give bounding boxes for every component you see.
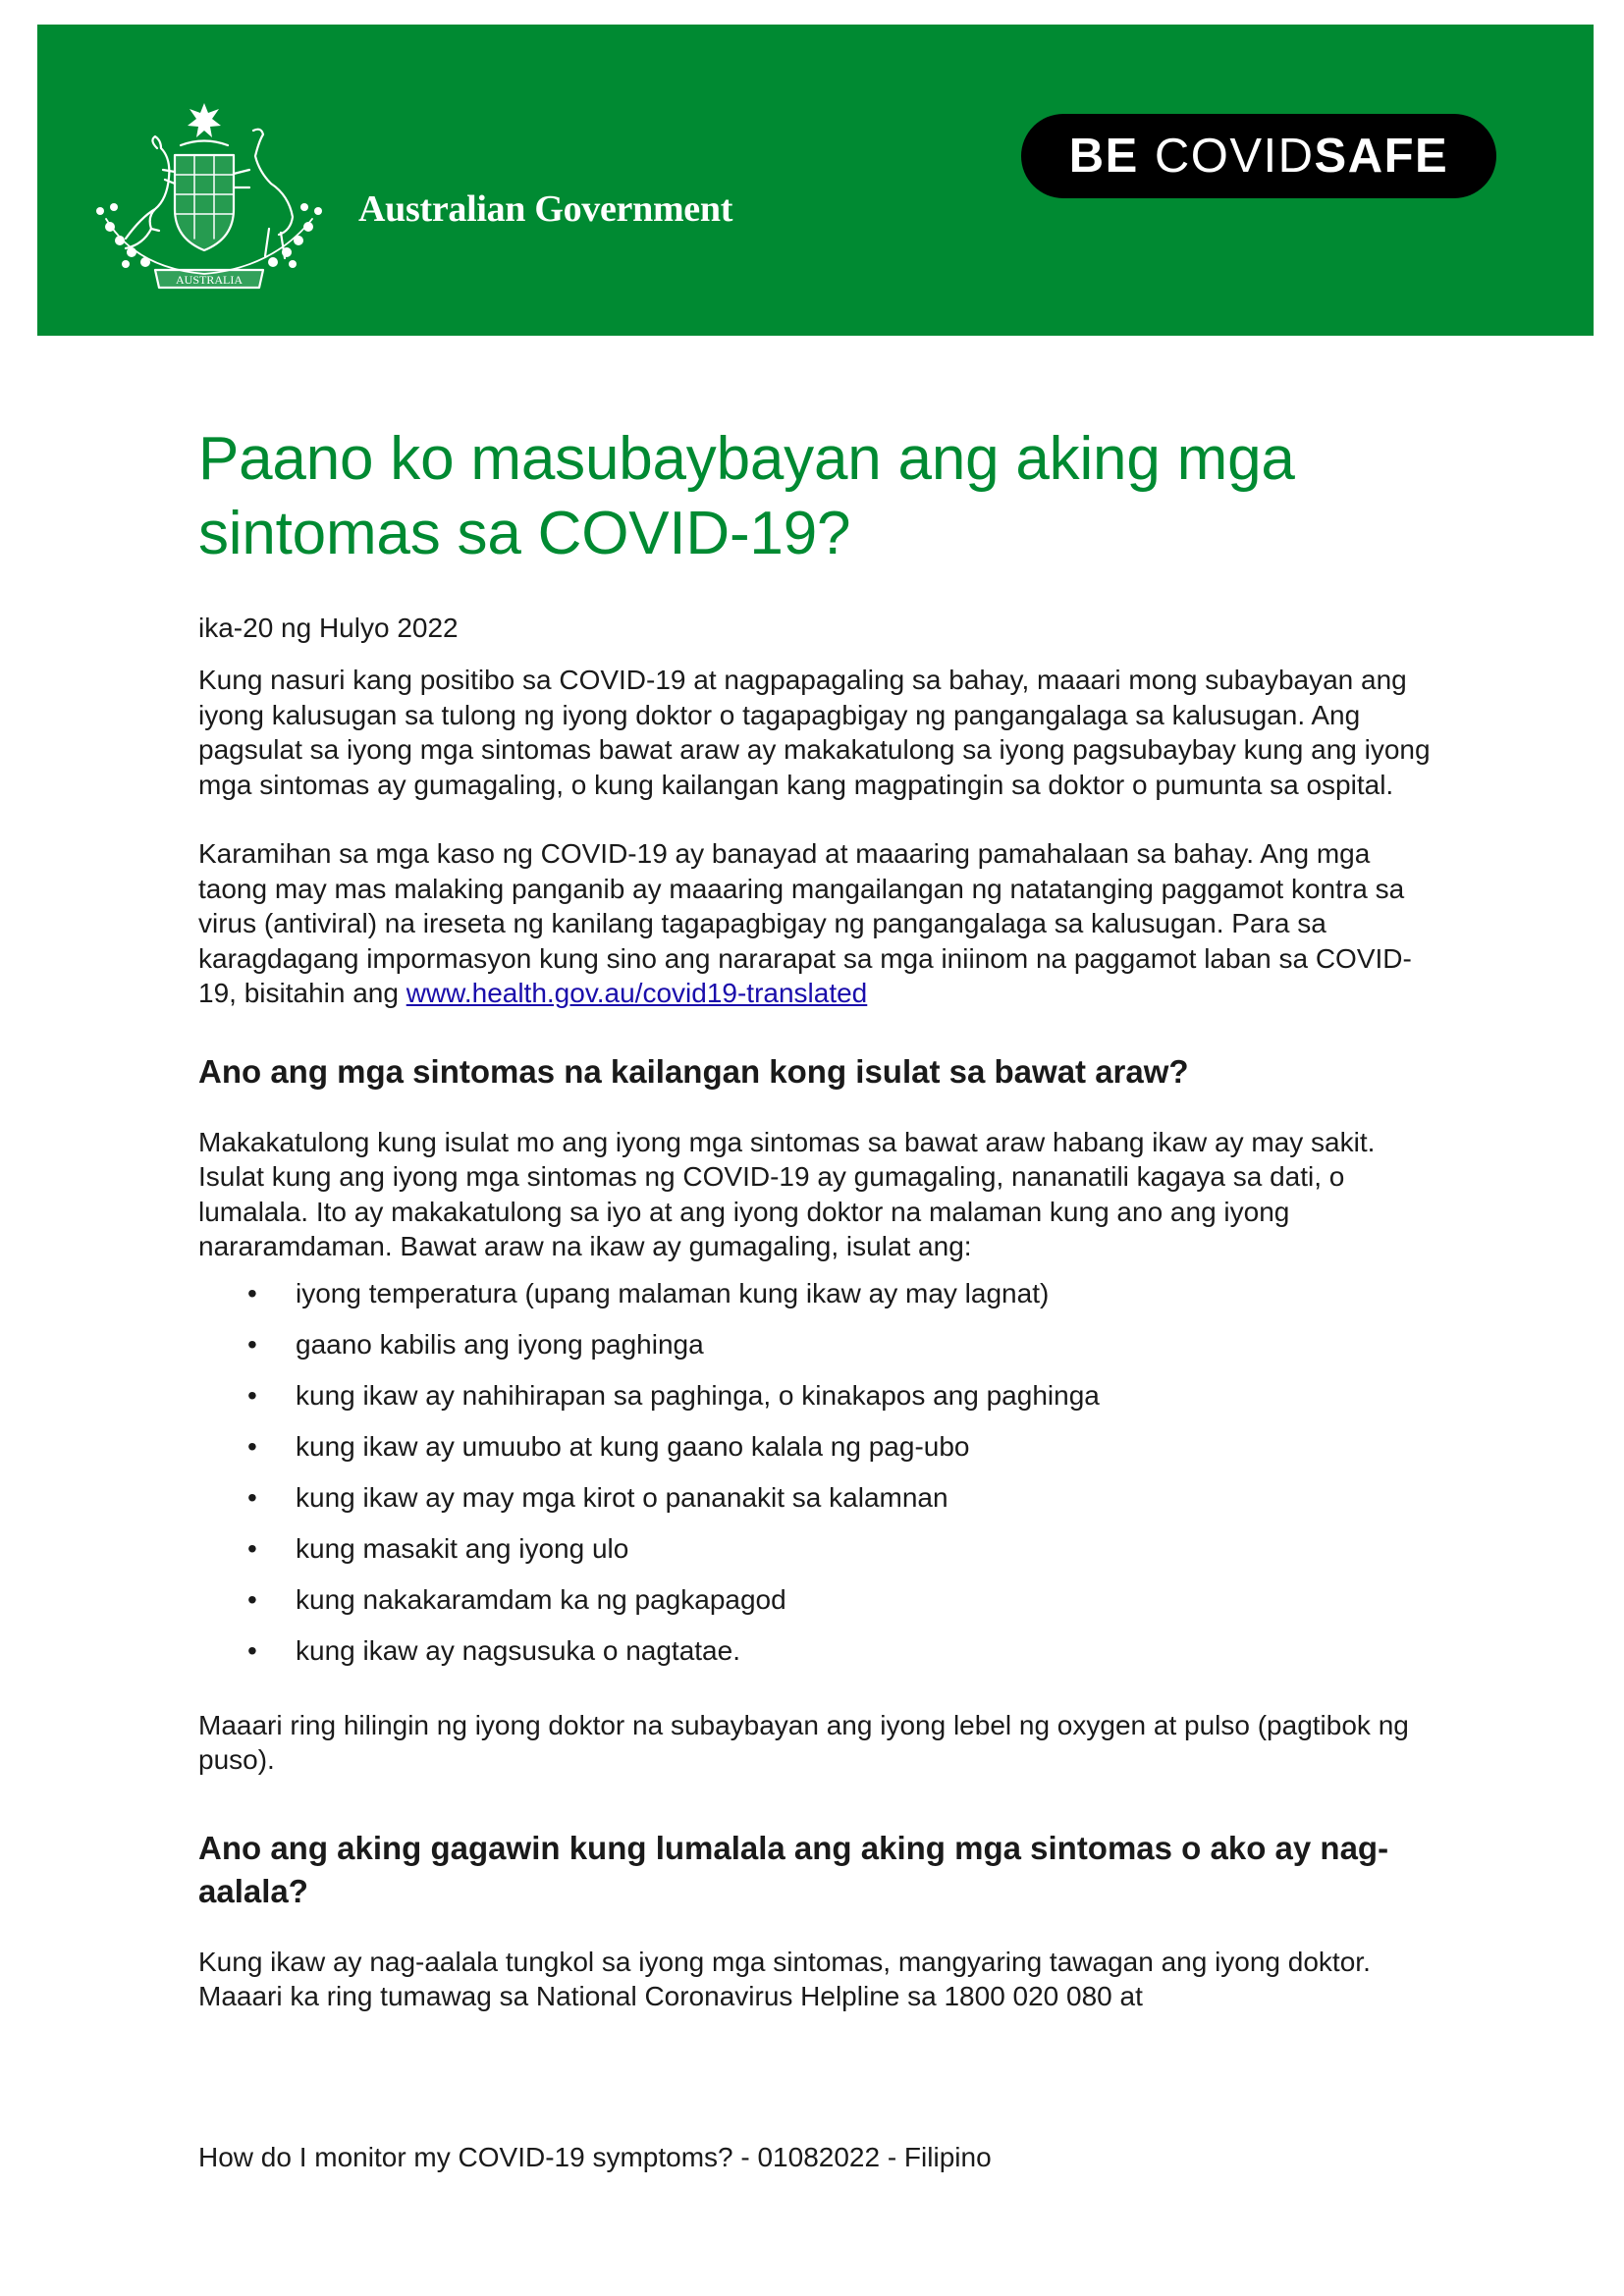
crest-scroll-text: AUSTRALIA [176, 273, 243, 287]
publish-date: ika-20 ng Hulyo 2022 [198, 613, 459, 643]
list-item-text: kung ikaw ay nahihirapan sa paghinga, o kinakapos ang paghinga [296, 1379, 1100, 1411]
list-item-text: kung ikaw ay umuubo at kung gaano kalala ng pag-ubo [296, 1430, 970, 1462]
page-title: Paano ko masubaybayan ang aking mga sintomas sa COVID-19? [198, 425, 1295, 567]
list-item [198, 1327, 1435, 1362]
symptom-list [198, 1276, 1435, 1669]
bullet-icon: • [247, 1328, 257, 1360]
bullet-icon: • [247, 1481, 257, 1513]
document-footer: How do I monitor my COVID-19 symptoms? - 01082022 - Filipino [198, 2142, 992, 2172]
document-body [198, 422, 1435, 2014]
list-item-text: kung ikaw ay may mga kirot o pananakit sa kalamnan [296, 1481, 948, 1513]
list-item [198, 1633, 1435, 1669]
list-item [198, 1531, 1435, 1567]
list-item [198, 1582, 1435, 1618]
list-item-text: kung masakit ang iyong ulo [296, 1532, 629, 1564]
bullet-icon: • [247, 1277, 257, 1308]
badge-text-safe: SAFE [1314, 130, 1449, 183]
list-item [198, 1378, 1435, 1414]
symptoms-intro-paragraph: Makakatulong kung isulat mo ang iyong mga sintomas sa bawat araw habang ikaw ay may sakit. Isulat kung ang iyong mga sintomas ng COVID-19 ay gumagaling, nananatili kagaya sa dati, o lumalala. Ito ay makakatulong sa iyo at ang iyong doktor na malaman kung ano ang iyong nararamdaman. Bawat araw na ikaw ay gumagaling, isulat ang: [198, 1126, 1376, 1261]
australian-government-wordmark: Australian Government [358, 188, 733, 230]
oxygen-pulse-paragraph: Maaari ring hilingin ng iyong doktor na subaybayan ang iyong lebel ng oxygen at pulso (pagtibok ng puso). [198, 1709, 1409, 1775]
list-item [198, 1276, 1435, 1311]
list-item [198, 1480, 1435, 1516]
badge-text-covid: COVID [1154, 130, 1315, 183]
list-item-text: iyong temperatura (upang malaman kung ikaw ay may lagnat) [296, 1277, 1050, 1308]
section-heading-worsening: Ano ang aking gagawin kung lumalala ang aking mga sintomas o ako ay nag-aalala? [198, 1829, 1389, 1909]
treatment-paragraph [198, 836, 1435, 1011]
intro-paragraph: Kung nasuri kang positibo sa COVID-19 at nagpapagaling sa bahay, maaari mong subaybayan ang iyong kalusugan sa tulong ng iyong doktor o tagapagbigay ng pangangalaga sa kalusugan. Ang pagsulat sa iyong mga sintomas bawat araw ay makakatulong sa iyong pagsubaybay kung ang iyong mga sintomas ay gumagaling, o kung kailangan kang magpatingin sa doktor o pumunta sa ospital. [198, 665, 1431, 800]
list-item-text: kung nakakaramdam ka ng pagkapagod [296, 1583, 786, 1615]
bullet-icon: • [247, 1583, 257, 1615]
section-heading-symptoms: Ano ang mga sintomas na kailangan kong isulat sa bawat araw? [198, 1052, 1189, 1090]
bullet-icon: • [247, 1634, 257, 1666]
treatment-paragraph-text: Karamihan sa mga kaso ng COVID-19 ay banayad at maaaring pamahalaan sa bahay. Ang mga taong may mas malaking panganib ay maaaring mangailangan ng natatanging paggamot kontra sa virus (antiviral) na ireseta ng kanilang tagapagbigay ng pangangalaga sa kalusugan. Para sa karagdagang impormasyon kung sino ang nararapat sa mga iniinom na paggamot laban sa COVID-19, bisitahin ang [198, 838, 1412, 1008]
coat-of-arms-icon [86, 101, 347, 297]
helpline-paragraph: Kung ikaw ay nag-aalala tungkol sa iyong mga sintomas, mangyaring tawagan ang iyong doktor. Maaari ka ring tumawag sa National Coronavirus Helpline sa 1800 020 080 at [198, 1946, 1371, 2011]
list-item [198, 1429, 1435, 1465]
bullet-icon: • [247, 1379, 257, 1411]
health-translated-link[interactable]: www.health.gov.au/covid19-translated [406, 978, 868, 1008]
badge-text-be: BE [1068, 130, 1139, 183]
be-covidsafe-badge [1021, 114, 1496, 198]
list-item-text: kung ikaw ay nagsusuka o nagtatae. [296, 1634, 740, 1666]
bullet-icon: • [247, 1430, 257, 1462]
bullet-icon: • [247, 1532, 257, 1564]
list-item-text: gaano kabilis ang iyong paghinga [296, 1328, 704, 1360]
